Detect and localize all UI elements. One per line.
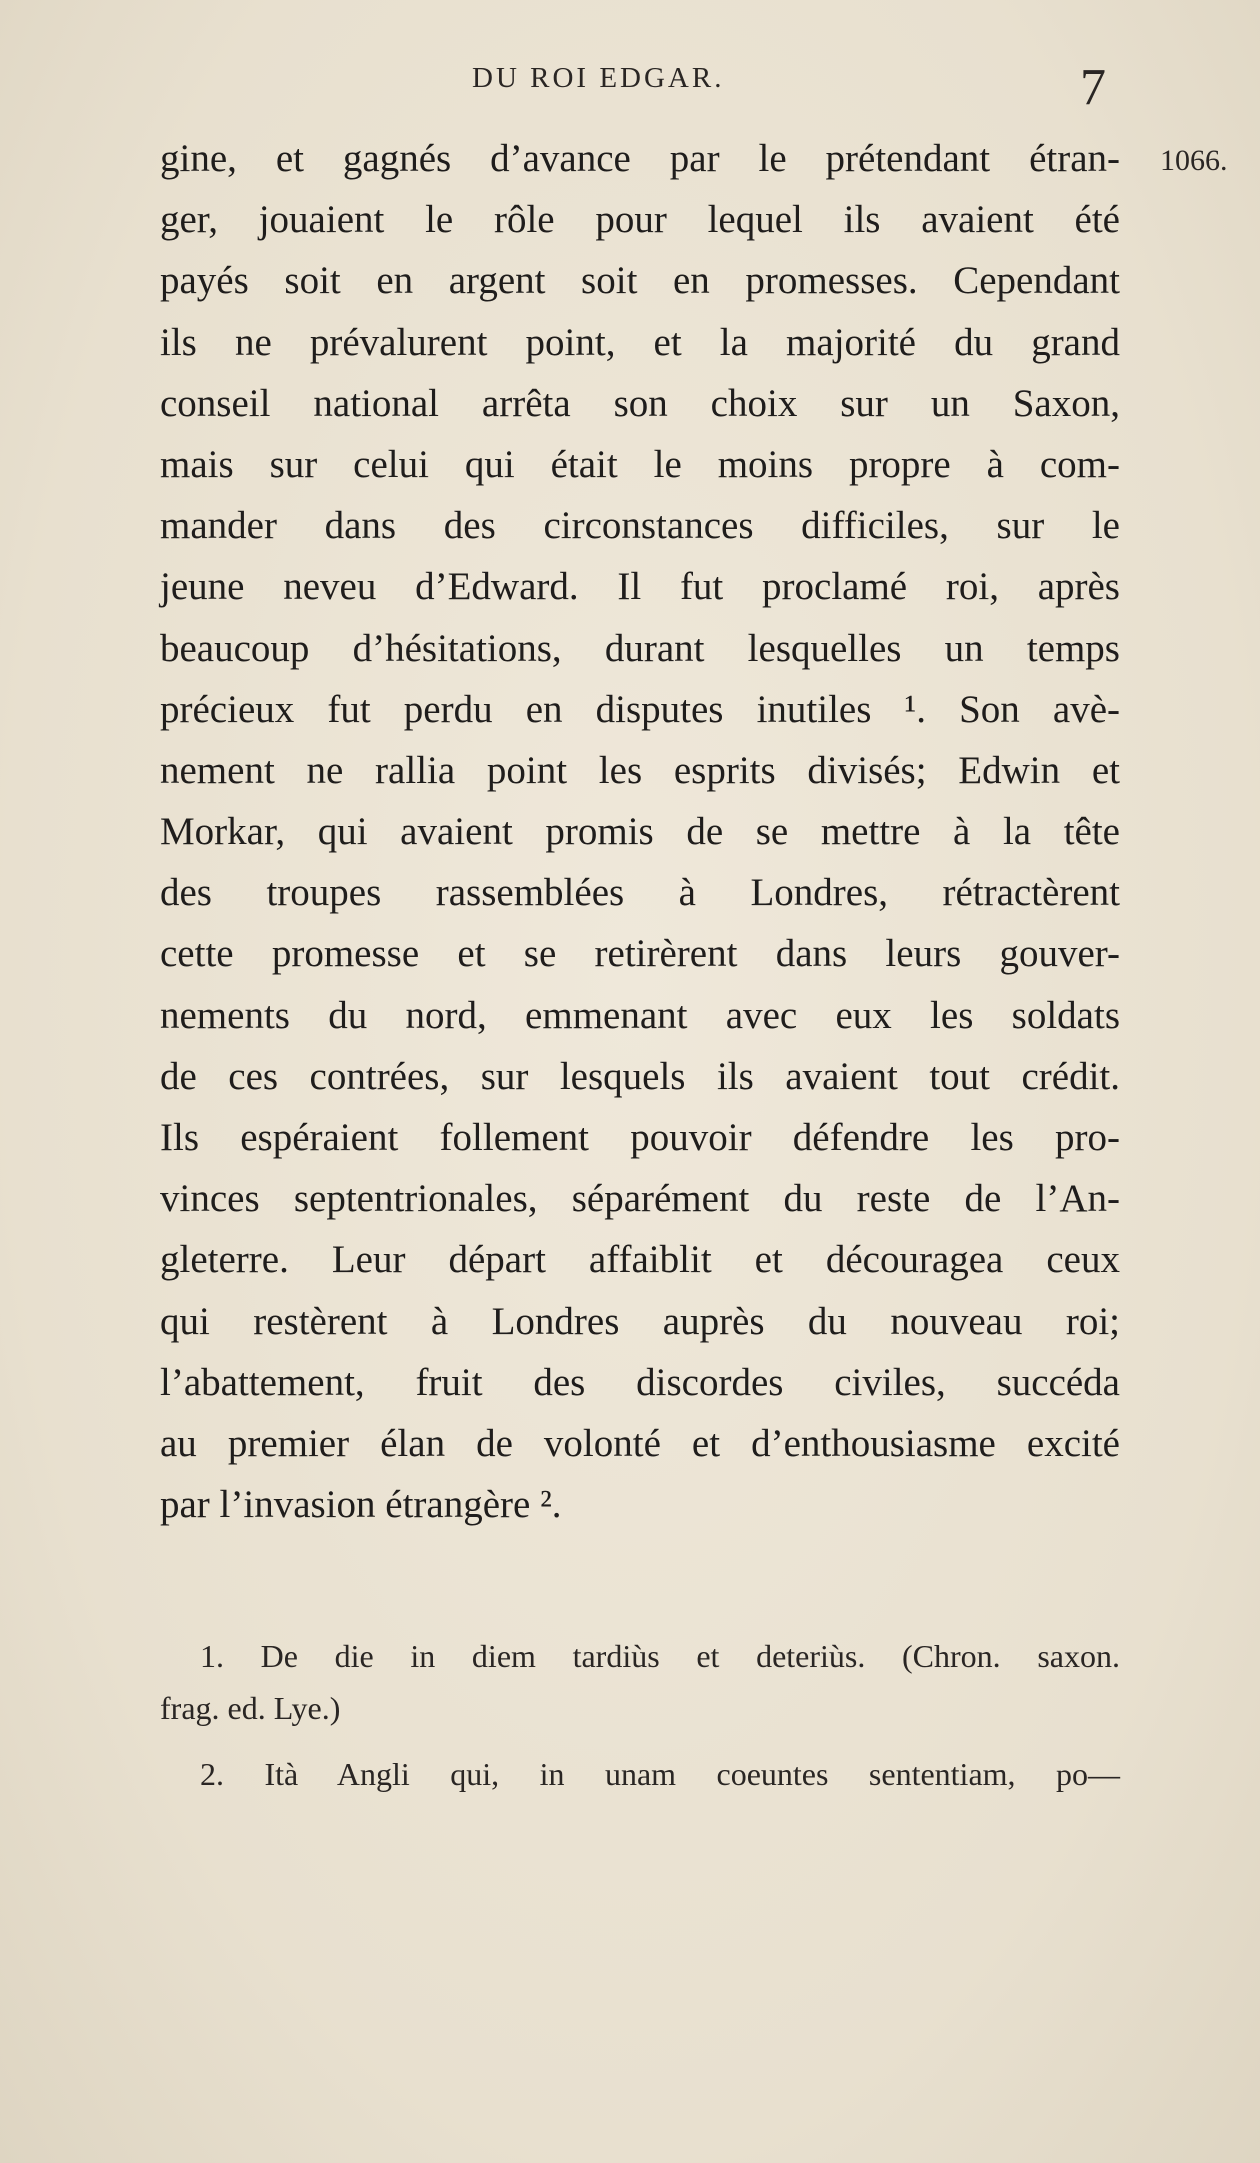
text-line: gine, et gagnés d’avance par le prétendant étran-: [160, 137, 1120, 180]
running-title: DU ROI EDGAR.: [472, 62, 725, 94]
text-line: des troupes rassemblées à Londres, rétractèrent: [160, 871, 1120, 915]
text-line: qui restèrent à Londres auprès du nouveau roi;: [160, 1299, 1120, 1343]
footnotes: [160, 1630, 1120, 1800]
text-line: précieux fut perdu en disputes inutiles ¹. Son avè-: [160, 687, 1120, 731]
footnote-2: 2. Ità Angli qui, in unam coeuntes sententiam, po—: [200, 1756, 1120, 1792]
text-line: par l’invasion étrangère ².: [160, 1483, 562, 1527]
text-line: mais sur celui qui était le moins propre à com-: [160, 442, 1120, 486]
text-line: ger, jouaient le rôle pour lequel ils avaient été: [160, 198, 1120, 242]
text-line: nement ne rallia point les esprits divisés; Edwin et: [160, 748, 1120, 792]
text-line: mander dans des circonstances difficiles, sur le: [160, 504, 1120, 548]
text-line: nements du nord, emmenant avec eux les soldats: [160, 993, 1120, 1037]
text-line: cette promesse et se retirèrent dans leurs gouver-: [160, 932, 1120, 976]
text-line: gleterre. Leur départ affaiblit et découragea ceux: [160, 1238, 1120, 1282]
margin-year-note: 1066.: [1160, 144, 1228, 177]
footnote-1: 1. De die in diem tardiùs et deteriùs. (Chron. saxon.: [200, 1638, 1120, 1674]
body-text: [160, 128, 1120, 1535]
text-line: jeune neveu d’Edward. Il fut proclamé roi, après: [160, 565, 1120, 609]
text-line: ils ne prévalurent point, et la majorité du grand: [160, 320, 1120, 364]
text-line: l’abattement, fruit des discordes civiles, succéda: [160, 1360, 1120, 1404]
text-line: vinces septentrionales, séparément du reste de l’An-: [160, 1177, 1120, 1221]
text-line: de ces contrées, sur lesquels ils avaient tout crédit.: [160, 1054, 1120, 1098]
text-line: au premier élan de volonté et d’enthousiasme excité: [160, 1421, 1120, 1465]
page-number: 7: [1080, 59, 1106, 116]
text-line: beaucoup d’hésitations, durant lesquelles un temps: [160, 626, 1120, 670]
text-line: conseil national arrêta son choix sur un Saxon,: [160, 381, 1120, 425]
text-line: Ils espéraient follement pouvoir défendre les pro-: [160, 1116, 1120, 1159]
text-line: Morkar, qui avaient promis de se mettre à la tête: [160, 810, 1120, 854]
text-line: payés soit en argent soit en promesses. Cependant: [160, 259, 1120, 303]
footnote-1-continued: frag. ed. Lye.): [160, 1690, 341, 1726]
